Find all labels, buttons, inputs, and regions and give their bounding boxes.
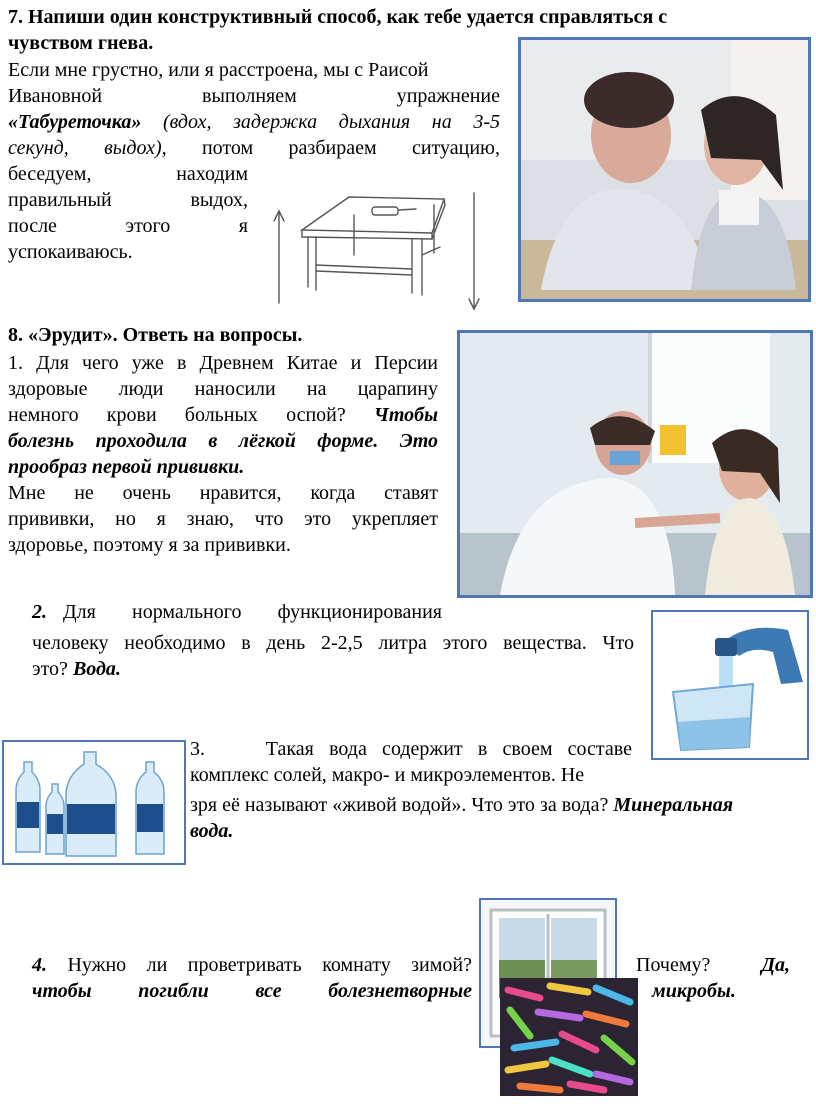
- s7-line: «Табуреточка» (вдох, задержка дыхания на 3-5: [8, 111, 500, 133]
- section7-heading-line1: 7. Напиши один конструктивный способ, как тебе удается справляться с: [8, 6, 668, 28]
- s7-line: правильный выдох,: [8, 189, 248, 211]
- s7-line: Если мне грустно, или я расстроена, мы с Раисой: [8, 59, 429, 81]
- question1-paragraph: [8, 350, 438, 558]
- q1-answer-line: болезнь проходила в лёгкой форме. Это: [8, 430, 438, 452]
- q4-line1-right: Почему? Да,: [636, 954, 790, 976]
- q3-line1: 3. Такая вода содержит в своем составе: [190, 738, 632, 760]
- q4-line1: 4. Нужно ли проветривать комнату зимой?: [32, 954, 472, 976]
- s7-line: беседуем, находим: [8, 163, 248, 185]
- teacher-student-photo: [518, 37, 811, 302]
- q2-number: 2.: [32, 601, 47, 623]
- vaccination-photo: [457, 330, 813, 598]
- q2-line2: человеку необходимо в день 2-2,5 литра этого вещества. Что: [32, 632, 634, 654]
- section7-heading-line2: чувством гнева.: [8, 32, 154, 54]
- q1-line: немного крови больных оспой? Чтобы: [8, 404, 438, 426]
- q4-line2: чтобы погибли все болезнетворные: [32, 980, 472, 1002]
- microbes-photo: [500, 978, 638, 1096]
- q1-line: прививки, но я знаю, что это укрепляет: [8, 508, 438, 530]
- q1-line: Мне не очень нравится, когда ставят: [8, 482, 438, 504]
- s7-line: Ивановной выполняем упражнение: [8, 85, 500, 107]
- question3-paragraph: [190, 736, 790, 844]
- s7-line: успокаиваюсь.: [8, 241, 133, 263]
- s7-line: секунд, выдох), потом разбираем ситуацию,: [8, 137, 500, 159]
- q2-line3: это? Вода.: [32, 658, 121, 680]
- q3-line4: вода.: [190, 820, 234, 842]
- q4-line2-right: микробы.: [652, 980, 736, 1002]
- q3-line3: зря её называют «живой водой». Что это за вода? Минеральная: [190, 794, 734, 816]
- question4-left: [32, 952, 472, 1004]
- q1-line: 1. Для чего уже в Древнем Китае и Персии: [8, 352, 438, 374]
- s7-line: после этого я: [8, 215, 248, 237]
- question4-right: [636, 952, 790, 1004]
- q2-line1: Для нормального функционирования: [63, 601, 442, 623]
- q3-line2: комплекс солей, макро- и микроэлементов. Не: [190, 764, 585, 786]
- q1-line: здоровые люди наносили на царапину: [8, 378, 438, 400]
- q1-line: здоровье, поэтому я за прививки.: [8, 534, 291, 556]
- water-bottles-photo: [2, 740, 186, 865]
- section8-heading: 8. «Эрудит». Ответь на вопросы.: [8, 324, 303, 346]
- stool-sketch: [264, 185, 490, 315]
- q1-answer-line: прообраз первой прививки.: [8, 456, 245, 478]
